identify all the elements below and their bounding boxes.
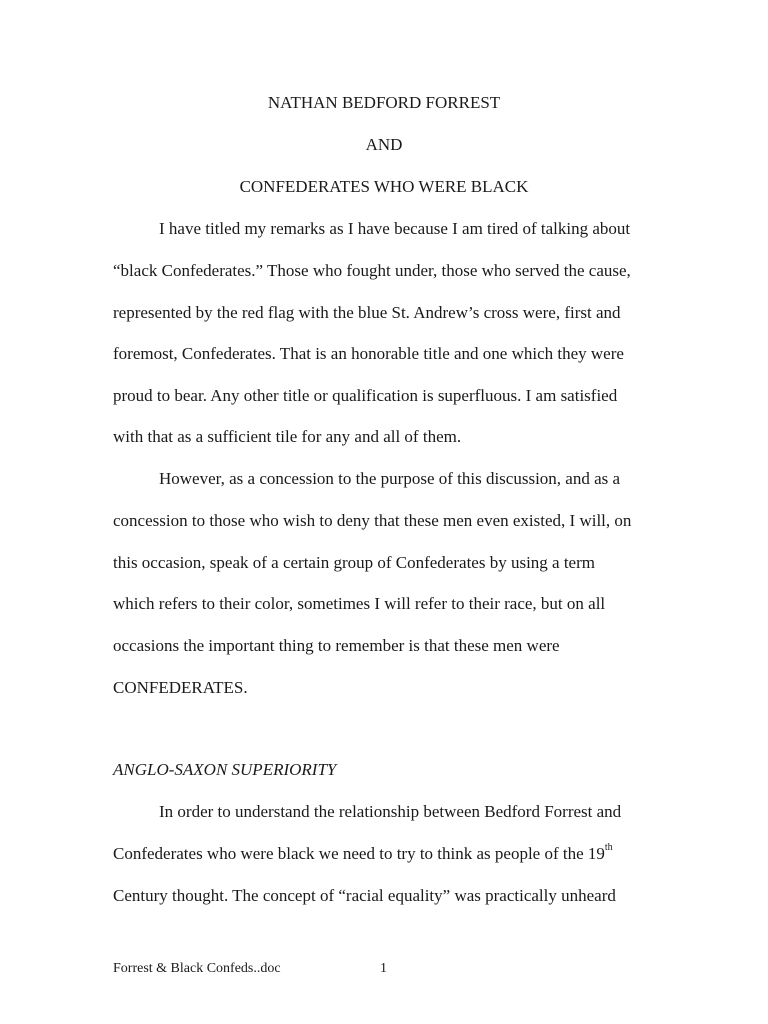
paragraph-line: occasions the important thing to remember is that these men were: [113, 636, 560, 655]
paragraph-line: [113, 844, 613, 864]
footer-page-number: 1: [380, 961, 387, 976]
paragraph-line: In order to understand the relationship between Bedford Forrest and: [159, 802, 622, 821]
paragraph-line: foremost, Confederates. That is an honorable title and one which they were: [113, 344, 624, 363]
paragraph-line: “black Confederates.” Those who fought under, those who served the cause,: [113, 261, 631, 280]
paragraph-line: proud to bear. Any other title or qualification is superfluous. I am satisfied: [113, 386, 618, 405]
title-line-1: NATHAN BEDFORD FORREST: [267, 93, 501, 112]
paragraph-line: However, as a concession to the purpose of this discussion, and as a: [159, 469, 621, 488]
ordinal-superscript: th: [604, 842, 613, 854]
paragraph-line-text: Confederates who were black we need to try to think as people of the 19: [113, 844, 605, 863]
paragraph-line: with that as a sufficient tile for any and all of them.: [113, 427, 462, 446]
paragraph-line: concession to those who wish to deny that these men even existed, I will, on: [113, 511, 632, 530]
footer-filename: Forrest & Black Confeds..doc: [113, 961, 281, 976]
paragraph-line: Century thought. The concept of “racial equality” was practically unheard: [113, 886, 616, 905]
paragraph-line: represented by the red flag with the blue St. Andrew’s cross were, first and: [113, 303, 621, 322]
title-line-2: AND: [365, 135, 403, 154]
paragraph-line: CONFEDERATES.: [113, 678, 248, 697]
paragraph-line: which refers to their color, sometimes I will refer to their race, but on all: [113, 594, 606, 613]
paragraph-line: this occasion, speak of a certain group of Confederates by using a term: [113, 553, 595, 572]
paragraph-line: I have titled my remarks as I have because I am tired of talking about: [159, 219, 631, 238]
title-line-3: CONFEDERATES WHO WERE BLACK: [239, 177, 529, 196]
section-heading: ANGLO-SAXON SUPERIORITY: [113, 760, 337, 779]
